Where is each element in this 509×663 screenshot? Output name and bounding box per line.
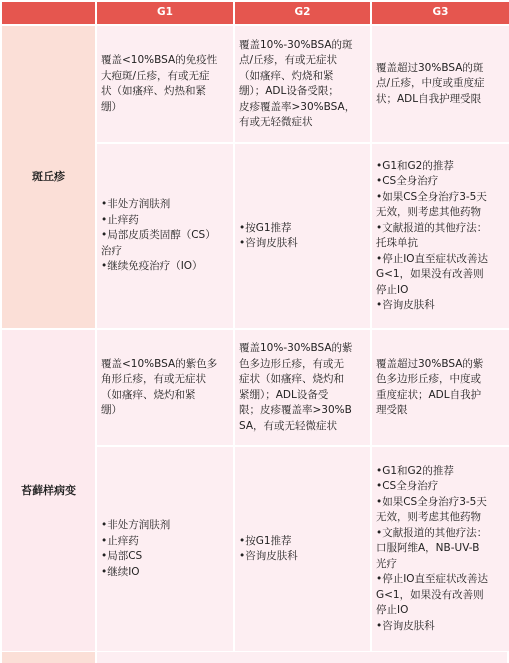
cell-line: •CS全身治疗 xyxy=(376,480,439,493)
cell-line: •非处方润肤剂 xyxy=(101,519,171,531)
cell-line: 状；ADL自我护理受限 xyxy=(376,92,482,105)
cell-line: 覆盖超过30%BSA的紫 xyxy=(376,357,484,370)
header-g2: G2 xyxy=(235,2,370,24)
table-continuation xyxy=(0,652,509,663)
cell-s0-desc-g2 xyxy=(235,26,370,142)
cell-line: 无效，则考虑其他药物 xyxy=(376,206,481,218)
cell-s1-tx-g2 xyxy=(235,447,370,651)
cell-line: •继续IO xyxy=(101,565,140,578)
cell-s0-desc-g3 xyxy=(372,26,509,142)
cell-line: •止痒药 xyxy=(101,534,139,547)
cell-line: •止痒药 xyxy=(101,213,139,226)
cell-line: 皮疹覆盖率>30%BSA， xyxy=(239,100,356,113)
cell-line: 点/丘疹，有或无症状 xyxy=(239,54,338,66)
cell-s1-desc-g3 xyxy=(372,330,509,445)
cell-line: G<1，如果没有改善则 xyxy=(376,268,484,280)
cell-line: （如瘙痒、灼烧和紧 xyxy=(239,69,334,82)
cell-line: •文献报道的其他疗法： xyxy=(376,221,488,234)
cell-line: 绷） xyxy=(101,100,122,113)
cell-line: •咨询皮肤科 xyxy=(239,550,298,562)
cell-line: •按G1推荐 xyxy=(239,534,292,547)
cell-s1-tx-g3 xyxy=(372,447,509,651)
cell-line: 托珠单抗 xyxy=(376,237,418,249)
cell-line: 治疗 xyxy=(101,244,122,257)
cell-line: 大疱斑/丘疹，有或无症 xyxy=(101,69,210,82)
cell-line: •如果CS全身治疗3-5天 xyxy=(376,495,487,508)
continuation-body-cell xyxy=(97,652,507,663)
cell-line: 限；皮疹覆盖率>30%B xyxy=(239,404,352,416)
cell-line: 无效，则考虑其他药物 xyxy=(376,511,481,524)
cell-line: 症状（如瘙痒、烧灼和 xyxy=(239,373,344,385)
cell-line: 绷） xyxy=(101,404,122,416)
cell-line: •G1和G2的推荐 xyxy=(376,464,454,477)
cell-s1-desc-g2 xyxy=(235,330,370,445)
cell-line: 色多边形丘疹，中度或 xyxy=(376,373,481,385)
cell-line: 覆盖超过30%BSA的斑 xyxy=(376,61,484,74)
cell-line: •停止IO直至症状改善达 xyxy=(376,252,489,265)
cell-line: 停止IO xyxy=(376,604,409,617)
cell-line: 绷）；ADL设备受限； xyxy=(239,85,339,97)
cell-line: 覆盖10%-30%BSA的紫 xyxy=(239,342,353,354)
cell-line: •继续免疫治疗（IO） xyxy=(101,260,203,273)
header-corner xyxy=(2,2,95,24)
continuation-label-cell xyxy=(2,652,95,663)
table-row xyxy=(2,330,509,445)
cell-line: 重度症状；ADL自我护 xyxy=(376,388,482,401)
cell-line: 有或无轻微症状 xyxy=(239,116,313,128)
cell-line: •局部CS xyxy=(101,550,143,562)
cell-line: •咨询皮肤科 xyxy=(239,237,298,249)
cell-line: SA，有或无轻微症状 xyxy=(239,419,338,432)
header-g1: G1 xyxy=(97,2,233,24)
cell-line: •非处方润肤剂 xyxy=(101,198,171,211)
cell-line: 口服阿维A，NB-UV-B xyxy=(376,542,480,555)
cell-line: •停止IO直至症状改善达 xyxy=(376,573,489,586)
table-row xyxy=(2,26,509,142)
cell-line: （如瘙痒、烧灼和紧 xyxy=(101,388,196,401)
cell-s0-tx-g3 xyxy=(372,144,509,328)
cell-line: 理受限 xyxy=(376,404,408,416)
cell-s1-tx-g1 xyxy=(97,447,233,651)
cell-line: 点/丘疹，中度或重度症 xyxy=(376,77,485,90)
row-label-maculopapular: 斑丘疹 xyxy=(2,26,95,328)
cell-s1-desc-g1 xyxy=(97,330,233,445)
cell-line: •如果CS全身治疗3-5天 xyxy=(376,190,487,203)
cell-line: •局部皮质类固醇（CS） xyxy=(101,229,216,242)
cell-line: 光疗 xyxy=(376,557,397,570)
row-label-lichenoid: 苔藓样病变 xyxy=(2,330,95,651)
cell-line: 紧绷）；ADL设备受 xyxy=(239,388,329,401)
header-row xyxy=(2,2,509,24)
cell-s0-tx-g2 xyxy=(235,144,370,328)
cell-line: •按G1推荐 xyxy=(239,221,292,234)
cell-s0-tx-g1 xyxy=(97,144,233,328)
cell-line: 停止IO xyxy=(376,283,409,296)
cell-line: •CS全身治疗 xyxy=(376,175,439,187)
cell-line: 状（如瘙痒、灼热和紧 xyxy=(101,85,206,97)
cell-line: 角形丘疹，有或无症状 xyxy=(101,373,206,385)
header-g3: G3 xyxy=(372,2,509,24)
cell-line: 色多边形丘疹，有或无 xyxy=(239,357,344,370)
cell-line: •G1和G2的推荐 xyxy=(376,159,454,172)
cell-line: •文献报道的其他疗法： xyxy=(376,526,488,539)
cell-line: 覆盖10%-30%BSA的斑 xyxy=(239,38,353,51)
cell-s0-desc-g1 xyxy=(97,26,233,142)
cell-line: •咨询皮肤科 xyxy=(376,619,435,632)
cell-line: 覆盖<10%BSA的免疫性 xyxy=(101,54,218,66)
cell-line: 覆盖<10%BSA的紫色多 xyxy=(101,357,218,370)
cell-line: •咨询皮肤科 xyxy=(376,299,435,311)
cell-line: G<1，如果没有改善则 xyxy=(376,588,484,601)
